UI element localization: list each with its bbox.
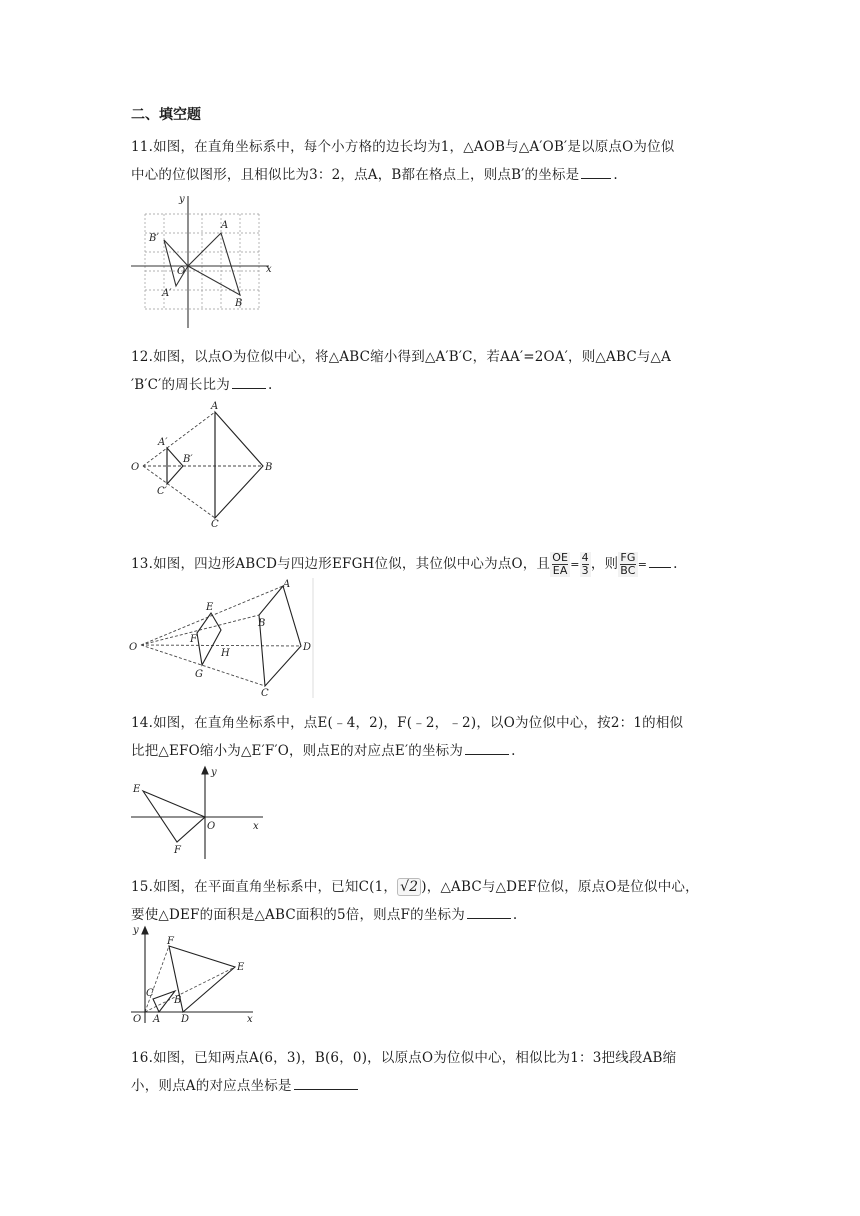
q14-label-y: y [211, 767, 217, 778]
q13-line1 [131, 552, 678, 577]
q15-label-O: O [133, 1014, 142, 1025]
q15-line2-text: 要使△DEF的面积是△ABC面积的5倍，则点F的坐标为 [131, 907, 465, 923]
q12-label-A: A [211, 401, 219, 412]
q11-end: . [613, 167, 618, 183]
q15-y-arrow [142, 927, 148, 934]
q14-line2 [131, 739, 516, 759]
q15-label-A: A [153, 1014, 161, 1025]
q15-label-C: C [146, 988, 154, 999]
q13-label-F: F [190, 634, 197, 645]
q12-triangle-ABC [215, 412, 263, 518]
q13-frac1-eq: = [570, 558, 580, 571]
q11-label-A-prime: A′ [162, 288, 172, 299]
q12-line2 [131, 373, 272, 393]
q15-label-E: E [237, 962, 245, 973]
q12-label-C: C [211, 519, 219, 530]
q12-line1: 12.如图，以点O为位似中心，将△ABC缩小得到△A′B′C，若AA′=2OA′，则△ABC与△A [131, 349, 672, 365]
section-title: 二、填空题 [131, 107, 201, 123]
q12-line2-text: ′B′C′的周长比为 [131, 377, 230, 393]
q12-label-B: B [265, 462, 273, 473]
q13-dashed-OC [141, 645, 265, 686]
q13-dashed-OB [141, 615, 259, 645]
q15-triangle-ABC [153, 991, 175, 1012]
q12-dashed-OC [143, 466, 215, 518]
q13-frac2-eq: = [637, 558, 648, 571]
q13-fraction-value [580, 552, 591, 577]
q12-label-A-prime: A′ [158, 437, 168, 448]
q14-line2-text: 比把△EFO缩小为△E′F′O，则点E的对应点E′的坐标为 [131, 743, 464, 759]
q14-label-F: F [174, 845, 181, 856]
q12-figure [131, 400, 276, 528]
q13-label-A: A [283, 579, 291, 590]
q11-figure [131, 190, 276, 330]
q15-end: . [512, 907, 518, 923]
q14-label-O: O [207, 821, 216, 832]
q14-y-arrow [202, 767, 208, 774]
q14-label-E: E [133, 784, 141, 795]
q11-label-A: A [221, 220, 229, 231]
q11-triangle-A1OB1 [164, 240, 188, 286]
q13-quad-EFGH [197, 613, 221, 665]
q11-label-B: B [235, 298, 243, 309]
q15-figure [131, 925, 261, 1025]
q13-end: . [673, 556, 678, 572]
q12-label-B-prime: B′ [183, 454, 193, 465]
q16-line2 [131, 1074, 360, 1094]
q15-answer-blank[interactable] [467, 906, 511, 919]
q13-quad-ABCD [259, 586, 301, 686]
q15-label-x: x [247, 1014, 253, 1025]
q13-frac-val-num: 4 [581, 551, 589, 564]
q15-line2 [131, 903, 517, 923]
q14-line1: 14.如图，在直角坐标系中，点E(﹣4，2)，F(﹣2，﹣2)，以O为位似中心，按2：1的相似 [131, 715, 684, 731]
q13-fraction-FG-BC [618, 552, 637, 577]
q11-line2 [131, 163, 618, 183]
q11-triangle-AOB [188, 233, 240, 295]
q13-frac2-den: BC [620, 564, 636, 577]
q11-label-x: x [266, 264, 272, 275]
q11-answer-blank[interactable] [581, 166, 611, 179]
q15-sqrt: √2 [397, 878, 421, 896]
q13-text-mid: ，则 [590, 556, 619, 572]
q13-label-E: E [206, 602, 214, 613]
q13-frac2-num: FG [620, 551, 636, 564]
q12-dashed-OA [143, 412, 215, 466]
q16-answer-blank[interactable] [294, 1077, 358, 1090]
q16-line2-text: 小，则点A的对应点坐标是 [131, 1078, 292, 1094]
q13-label-H: H [221, 648, 230, 659]
q13-label-B: B [258, 618, 266, 629]
q15-label-y: y [133, 925, 139, 936]
q13-label-G: G [195, 669, 203, 680]
q13-frac1-den: EA [552, 564, 568, 577]
q11-label-B-prime: B′ [149, 233, 159, 244]
q15-text-post: )，△ABC与△DEF位似，原点O是位似中心， [421, 879, 699, 895]
q13-text-pre: 13.如图，四边形ABCD与四边形EFGH位似，其位似中心为点O，且 [131, 556, 551, 572]
q13-frac1-num: OE [552, 551, 569, 564]
q11-label-y: y [179, 194, 185, 205]
q15-label-F: F [167, 936, 174, 947]
q13-figure [127, 578, 317, 698]
q12-label-C-prime: C′ [157, 486, 167, 497]
q11-line2-text: 中心的位似图形，且相似比为3：2，点A，B都在格点上，则点B′的坐标是 [131, 167, 580, 183]
q15-line1 [131, 875, 699, 896]
q15-text-pre: 15.如图，在平面直角坐标系中，已知C(1， [131, 879, 398, 895]
q14-label-x: x [253, 821, 259, 832]
q13-fraction-OE-EA [550, 552, 570, 577]
q12-end: . [267, 377, 273, 393]
q11-line1: 11.如图，在直角坐标系中，每个小方格的边长均为1，△AOB与△A′OB′是以原点O为位似 [131, 139, 675, 155]
q12-answer-blank[interactable] [232, 376, 266, 389]
q14-answer-blank[interactable] [465, 742, 509, 755]
q11-label-O: O [177, 266, 186, 277]
q14-figure [131, 765, 271, 860]
q15-label-B: B [174, 995, 182, 1006]
q13-label-O: O [129, 642, 138, 653]
q13-label-D: D [303, 642, 312, 653]
q13-label-C: C [261, 688, 269, 699]
q14-end: . [511, 743, 516, 759]
q13-frac-val-den: 3 [581, 564, 589, 577]
q15-label-D: D [181, 1014, 190, 1025]
q13-answer-blank[interactable] [649, 555, 671, 568]
q12-label-O: O [131, 462, 140, 473]
q16-line1: 16.如图，已知两点A(6，3)，B(6，0)，以原点O为位似中心，相似比为1：3把线段AB缩 [131, 1050, 677, 1066]
q13-dashed-OD [141, 645, 301, 646]
